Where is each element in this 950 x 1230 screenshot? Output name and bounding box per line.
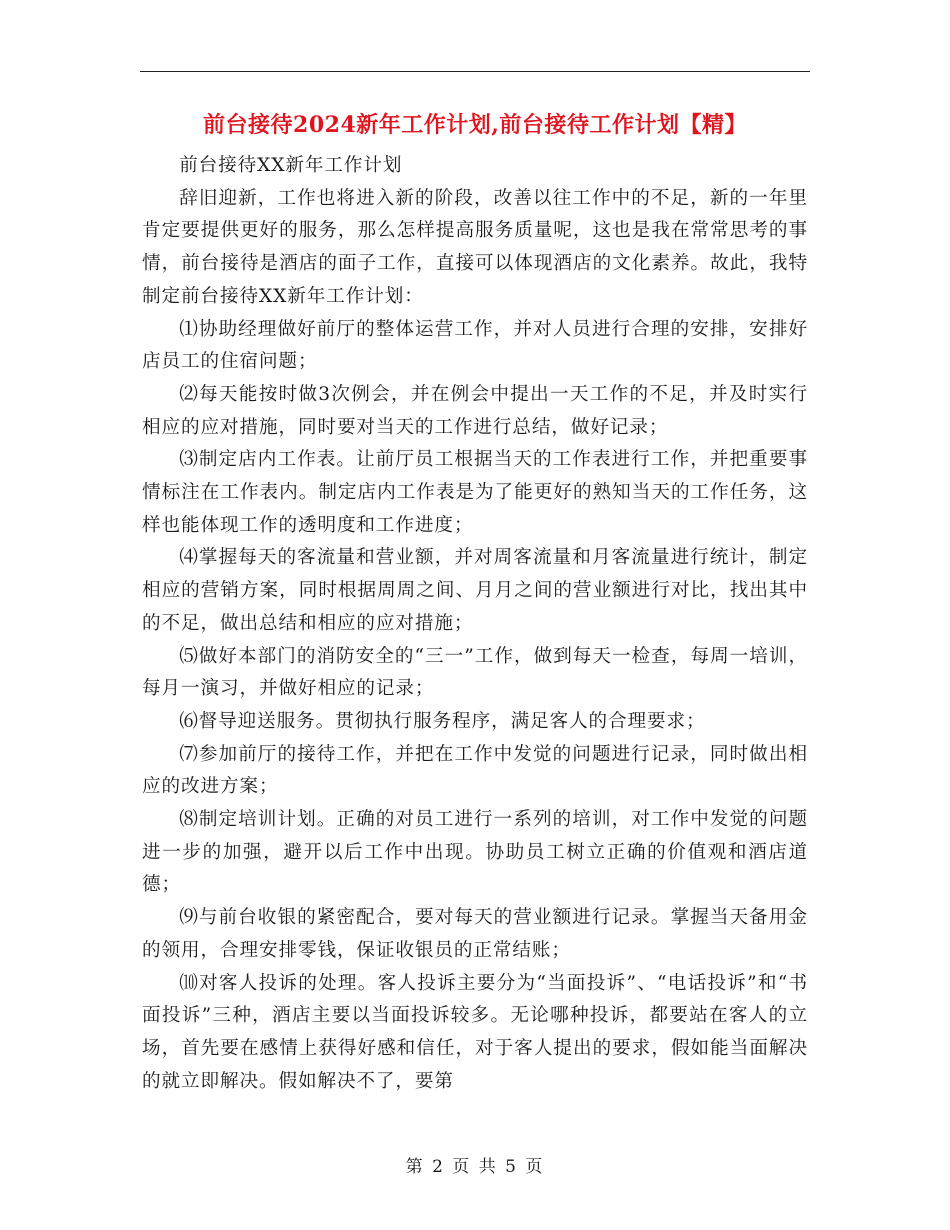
paragraph: ⑶制定店内工作表。让前厅员工根据当天的工作表进行工作，并把重要事情标注在工作表内。制定店内工作表是为了能更好的熟知当天的工作任务，这样也能体现工作的透明度和工作进度； [142,449,808,536]
paragraph: ⑷掌握每天的客流量和营业额，并对周客流量和月客流量进行统计，制定相应的营销方案，同时根据周周之间、月月之间的营业额进行对比，找出其中的不足，做出总结和相应的应对措施； [142,547,808,634]
document-body [142,150,808,1098]
page-number: 第 2 页 共 5 页 [405,1157,545,1177]
paragraph: 辞旧迎新，工作也将进入新的阶段，改善以往工作中的不足，新的一年里肯定要提供更好的服务，那么怎样提高服务质量呢，这也是我在常常思考的事情，前台接待是酒店的面子工作，直接可以体现酒店的文化素养。故此，我特制定前台接待XX新年工作计划： [142,187,808,307]
header-rule [140,71,810,72]
paragraph: ⑸做好本部门的消防安全的“三一”工作，做到每天一检查，每周一培训，每月一演习，并做好相应的记录； [142,645,808,700]
document-title: 前台接待2024新年工作计划,前台接待工作计划【精】 [203,112,747,138]
paragraph: ⑼与前台收银的紧密配合，要对每天的营业额进行记录。掌握当天备用金的领用，合理安排零钱，保证收银员的正常结账； [142,907,808,961]
paragraph: ⑹督导迎送服务。贯彻执行服务程序，满足客人的合理要求； [179,710,706,732]
paragraph: ⑻制定培训计划。正确的对员工进行一系列的培训，对工作中发觉的问题进一步的加强，避开以后工作中出现。协助员工树立正确的价值观和酒店道德； [142,809,808,896]
document-subtitle: 前台接待XX新年工作计划 [179,155,403,176]
paragraph: ⑺参加前厅的接待工作，并把在工作中发觉的问题进行记录，同时做出相应的改进方案； [142,743,808,798]
paragraph: ⑴协助经理做好前厅的整体运营工作，并对人员进行合理的安排，安排好店员工的住宿问题； [142,318,808,373]
paragraph: ⑽对客人投诉的处理。客人投诉主要分为“当面投诉”、“电话投诉”和“书面投诉”三种，酒店主要以当面投诉较多。无论哪种投诉，都要站在客人的立场，首先要在感情上获得好感和信任，对于客人提出的要求，假如能当面解决的就立即解决。假如解决不了，要第 [142,972,808,1092]
paragraph: ⑵每天能按时做3次例会，并在例会中提出一天工作的不足，并及时实行相应的应对措施，同时要对当天的工作进行总结，做好记录； [142,383,808,438]
